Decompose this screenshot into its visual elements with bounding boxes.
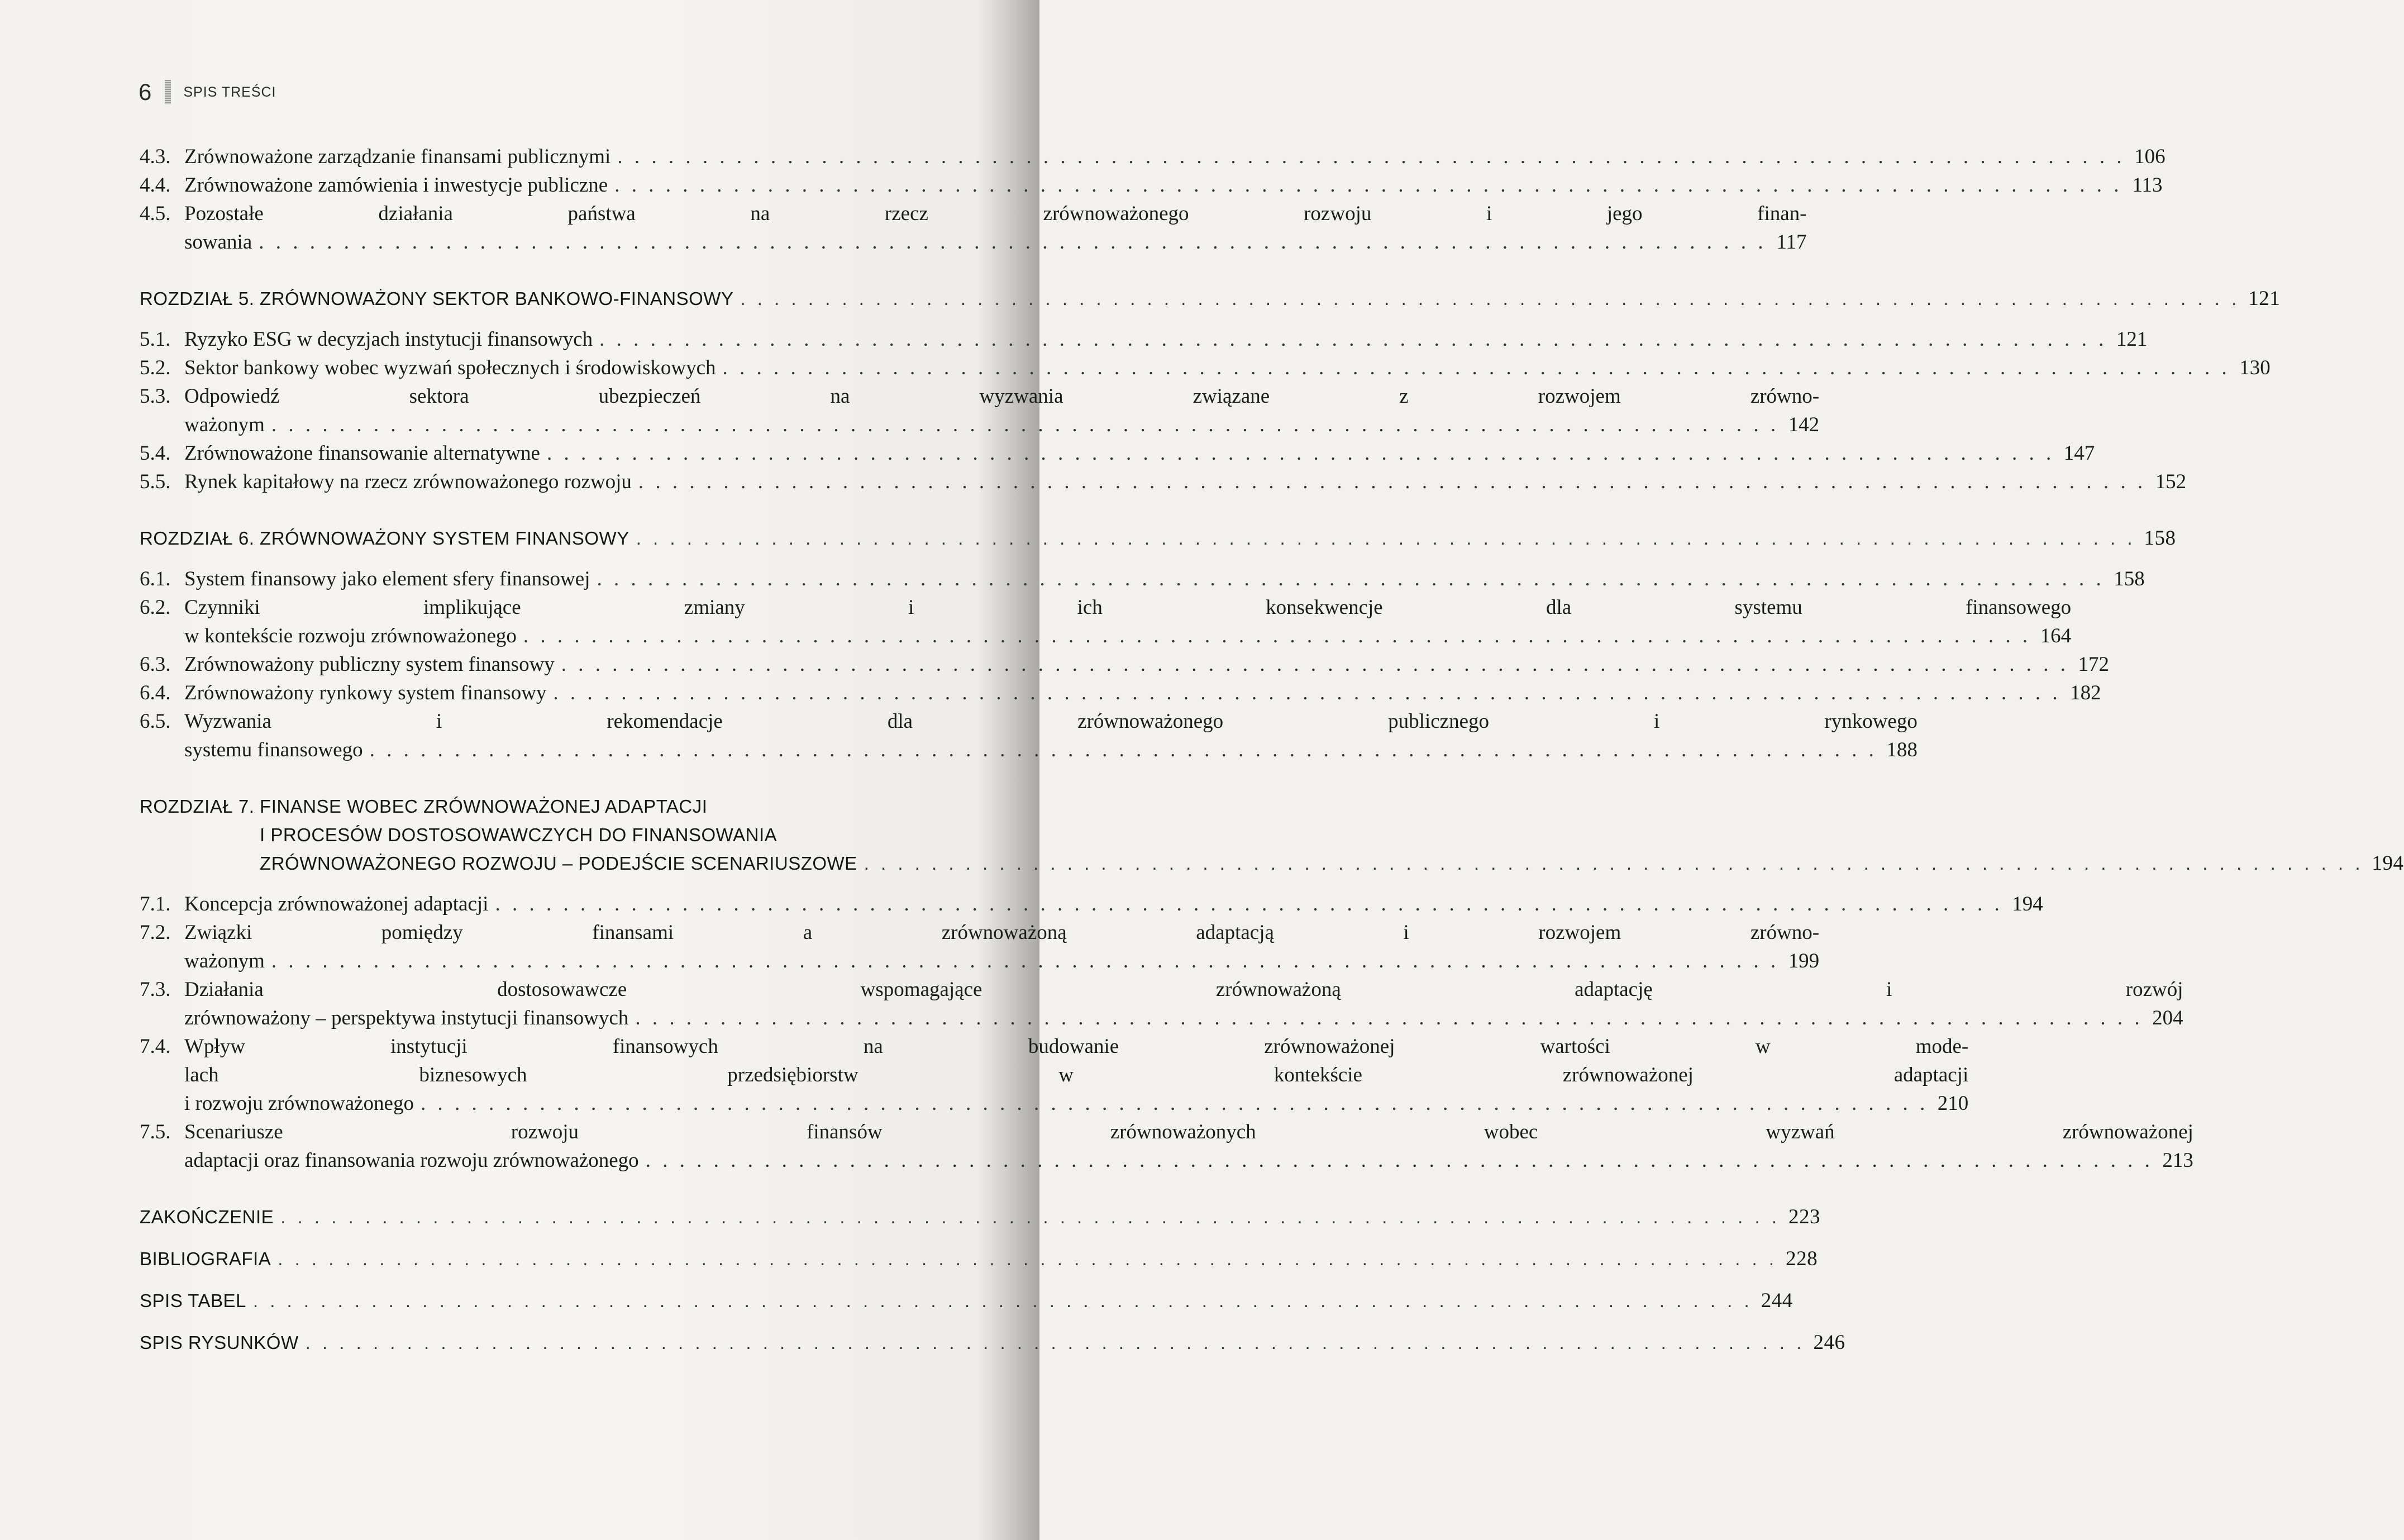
- entry-page-number: 182: [2070, 681, 2101, 704]
- dot-leader: [617, 142, 2125, 171]
- chapter-page-number: 194: [2372, 852, 2404, 875]
- toc-entry: [140, 918, 1820, 975]
- toc-entry: [140, 142, 2165, 171]
- toc-entry: [140, 382, 1820, 439]
- entry-number: 7.5.: [140, 1121, 171, 1143]
- entry-number: 4.3.: [140, 145, 171, 168]
- entry-number: 7.4.: [140, 1035, 171, 1058]
- entry-page-number: 188: [1886, 738, 1918, 761]
- toc-entry: [140, 439, 2095, 468]
- entry-page-number: 121: [2116, 328, 2148, 351]
- entry-title: System finansowy jako element sfery finansowej: [184, 568, 590, 590]
- entry-last-line: [184, 354, 2271, 382]
- entry-title: Koncepcja zrównoważonej adaptacji: [184, 893, 489, 916]
- chapter-page-number: 121: [2248, 287, 2281, 310]
- chapter-label: ROZDZIAŁ 5. ZRÓWNOWAŻONY SEKTOR BANKOWO-FINANSOWY: [140, 288, 734, 309]
- entry-page-number: 147: [2063, 442, 2095, 465]
- entry-body: [184, 171, 2162, 199]
- entry-number: 4.5.: [140, 202, 171, 225]
- backmatter-entry: [140, 1245, 1818, 1273]
- entry-title: Zrównoważone finansowanie alternatywne: [184, 442, 540, 465]
- entry-body: [184, 199, 1807, 256]
- dot-leader: [638, 468, 2146, 496]
- entry-page-number: 213: [2162, 1149, 2193, 1172]
- entry-page-number: 210: [1937, 1092, 1969, 1115]
- entry-number: 6.3.: [140, 653, 171, 676]
- chapter-label: ROZDZIAŁ 7.: [140, 796, 260, 817]
- dot-leader: [370, 736, 1877, 764]
- dot-leader: [271, 411, 1779, 439]
- entry-title: systemu finansowego: [184, 738, 363, 761]
- entry-title: w kontekście rozwoju zrównoważonego: [184, 624, 517, 647]
- chapter-title: [260, 792, 2403, 878]
- entry-number: 5.2.: [140, 356, 171, 379]
- dot-leader: [259, 228, 1766, 256]
- backmatter-page-number: 244: [1761, 1289, 1793, 1312]
- entry-number: 7.2.: [140, 921, 171, 944]
- dot-leader: [421, 1089, 1928, 1118]
- entry-page-number: 158: [2114, 568, 2145, 590]
- dot-leader: [614, 171, 2122, 199]
- entry-last-line: [184, 947, 1819, 975]
- backmatter-page-number: 246: [1813, 1331, 1845, 1354]
- dot-leader: [597, 565, 2104, 593]
- entry-number: 6.5.: [140, 710, 171, 733]
- toc-entry: [140, 325, 2148, 354]
- entry-body: [184, 468, 2186, 496]
- entry-body: [184, 679, 2101, 707]
- entry-last-line: [184, 890, 2043, 918]
- toc-entry: [140, 1118, 2193, 1175]
- dot-leader: [306, 1328, 1805, 1357]
- entry-title: Zrównoważony publiczny system finansowy: [184, 653, 555, 676]
- toc-entry: [140, 707, 1918, 764]
- entry-body: [184, 382, 1819, 439]
- entry-body: [184, 354, 2271, 382]
- entry-body: [184, 890, 2043, 918]
- entry-text-line: Wpływ instytucji finansowych na budowanie zrównoważonej wartości w mode-: [184, 1035, 1969, 1058]
- entry-number: 6.4.: [140, 681, 171, 704]
- entry-last-line: [184, 142, 2165, 171]
- dot-leader: [547, 439, 2054, 468]
- entry-last-line: [184, 171, 2162, 199]
- entry-text-line: lach biznesowych przedsiębiorstw w kontekście zrównoważonej adaptacji: [184, 1064, 1969, 1086]
- entry-page-number: 152: [2155, 470, 2187, 493]
- entry-text-line: Odpowiedź sektora ubezpieczeń na wyzwania związane z rozwojem zrówno-: [184, 385, 1820, 408]
- header-bar-ornament: [165, 80, 171, 104]
- entry-number: 4.4.: [140, 174, 171, 197]
- backmatter-entry: [140, 1286, 1793, 1315]
- backmatter-entry: [140, 1328, 1845, 1357]
- entry-last-line: [184, 468, 2186, 496]
- toc-entry: [140, 199, 1807, 256]
- entry-body: [184, 918, 1819, 975]
- dot-leader: [635, 1004, 2143, 1032]
- entry-body: [184, 1118, 2193, 1175]
- dot-leader: [646, 1146, 2153, 1175]
- toc-entry: [140, 890, 2043, 918]
- entry-body: [184, 593, 2071, 650]
- entry-body: [184, 142, 2165, 171]
- backmatter-page-number: 228: [1786, 1247, 1818, 1270]
- entry-last-line: [184, 228, 1807, 256]
- dot-leader: [636, 524, 2136, 552]
- entry-title: Rynek kapitałowy na rzecz zrównoważonego rozwoju: [184, 470, 632, 493]
- entry-last-line: [184, 1089, 1968, 1118]
- entry-page-number: 172: [2078, 653, 2110, 676]
- toc-entry: [140, 171, 2163, 199]
- chapter-heading: [140, 524, 2176, 552]
- entry-number: 7.1.: [140, 893, 171, 916]
- entry-body: [184, 650, 2109, 679]
- entry-page-number: 194: [2012, 893, 2043, 916]
- entry-title: Sektor bankowy wobec wyzwań społecznych i środowiskowych: [184, 356, 716, 379]
- chapter-title-last-line: [260, 849, 2403, 878]
- chapter-heading: [140, 792, 2404, 878]
- entry-page-number: 130: [2239, 356, 2271, 379]
- backmatter-title: BIBLIOGRAFIA: [140, 1248, 271, 1269]
- entry-last-line: [184, 325, 2147, 354]
- entry-number: 5.5.: [140, 470, 171, 493]
- dot-leader: [561, 650, 2069, 679]
- dot-leader: [723, 354, 2230, 382]
- backmatter-title: ZAKOŃCZENIE: [140, 1207, 274, 1227]
- entry-last-line: [184, 1004, 2183, 1032]
- entry-number: 6.2.: [140, 596, 171, 619]
- entry-text-line: Działania dostosowawcze wspomagające zrównoważoną adaptację i rozwój: [184, 978, 2183, 1001]
- entry-page-number: 204: [2152, 1007, 2183, 1029]
- toc-entry: [140, 468, 2187, 496]
- dot-leader: [553, 679, 2060, 707]
- chapter-title-line: I PROCESÓW DOSTOSOWAWCZYCH DO FINANSOWANIA: [260, 824, 778, 845]
- dot-leader: [864, 849, 2364, 878]
- page-number: 6: [139, 79, 152, 105]
- entry-body: [184, 975, 2183, 1032]
- entry-page-number: 106: [2134, 145, 2165, 168]
- toc-entry: [140, 1032, 1969, 1118]
- entry-text-line: Pozostałe działania państwa na rzecz zrównoważonego rozwoju i jego finan-: [184, 202, 1807, 225]
- entry-page-number: 142: [1788, 413, 1820, 436]
- entry-number: 5.4.: [140, 442, 171, 465]
- table-of-contents: [140, 142, 2404, 1357]
- entry-last-line: [184, 565, 2145, 593]
- entry-title: adaptacji oraz finansowania rozwoju zrównoważonego: [184, 1149, 639, 1172]
- entry-page-number: 164: [2040, 624, 2072, 647]
- entry-number: 7.3.: [140, 978, 171, 1001]
- entry-last-line: [184, 439, 2095, 468]
- backmatter-entry: [140, 1203, 1821, 1231]
- dot-leader: [253, 1286, 1753, 1315]
- toc-entry: [140, 650, 2110, 679]
- toc-entry: [140, 975, 2183, 1032]
- chapter-title-line: ZRÓWNOWAŻONEGO ROZWOJU – PODEJŚCIE SCENARIUSZOWE: [260, 853, 857, 874]
- entry-title: ważonym: [184, 950, 265, 972]
- chapter-label: ROZDZIAŁ 6. ZRÓWNOWAŻONY SYSTEM FINANSOWY: [140, 528, 629, 549]
- dot-leader: [523, 622, 2031, 650]
- entry-last-line: [184, 1146, 2193, 1175]
- chapter-heading: [140, 284, 2281, 313]
- section-title: SPIS TREŚCI: [183, 84, 276, 100]
- dot-leader: [740, 284, 2240, 313]
- chapter-page-number: 158: [2144, 527, 2176, 550]
- entry-last-line: [184, 650, 2109, 679]
- entry-title: Ryzyko ESG w decyzjach instytucji finansowych: [184, 328, 593, 351]
- chapter-title-line: FINANSE WOBEC ZRÓWNOWAŻONEJ ADAPTACJI: [260, 796, 708, 817]
- entry-last-line: [184, 679, 2101, 707]
- dot-leader: [599, 325, 2107, 354]
- entry-text-line: Czynniki implikujące zmiany i ich konsekwencje dla systemu finansowego: [184, 596, 2072, 619]
- entry-title: zrównoważony – perspektywa instytucji finansowych: [184, 1007, 629, 1029]
- backmatter-title: SPIS RYSUNKÓW: [140, 1332, 299, 1353]
- entry-last-line: [184, 736, 1918, 764]
- dot-leader: [495, 890, 2002, 918]
- entry-title: i rozwoju zrównoważonego: [184, 1092, 414, 1115]
- entry-title: Zrównoważony rynkowy system finansowy: [184, 681, 547, 704]
- entry-title: Zrównoważone zarządzanie finansami publicznymi: [184, 145, 611, 168]
- backmatter-page-number: 223: [1788, 1205, 1821, 1228]
- entry-text-line: Scenariusze rozwoju finansów zrównoważonych wobec wyzwań zrównoważonej: [184, 1121, 2193, 1143]
- entry-page-number: 113: [2132, 174, 2163, 197]
- entry-last-line: [184, 622, 2071, 650]
- toc-entry: [140, 679, 2101, 707]
- entry-number: 5.1.: [140, 328, 171, 351]
- running-header: [139, 78, 276, 106]
- entry-body: [184, 1032, 1968, 1118]
- dot-leader: [271, 947, 1779, 975]
- entry-text-line: Wyzwania i rekomendacje dla zrównoważonego publicznego i rynkowego: [184, 710, 1918, 733]
- entry-page-number: 117: [1776, 231, 1807, 254]
- toc-entry: [140, 354, 2271, 382]
- entry-number: 6.1.: [140, 568, 171, 590]
- entry-body: [184, 325, 2147, 354]
- entry-body: [184, 439, 2095, 468]
- entry-page-number: 199: [1788, 950, 1820, 972]
- entry-number: 5.3.: [140, 385, 171, 408]
- entry-title: ważonym: [184, 413, 265, 436]
- toc-entry: [140, 565, 2145, 593]
- backmatter-title: SPIS TABEL: [140, 1290, 246, 1311]
- dot-leader: [278, 1245, 1777, 1273]
- toc-entry: [140, 593, 2072, 650]
- entry-body: [184, 565, 2145, 593]
- dot-leader: [280, 1203, 1780, 1231]
- entry-body: [184, 707, 1918, 764]
- entry-title: Zrównoważone zamówienia i inwestycje publiczne: [184, 174, 608, 197]
- entry-last-line: [184, 411, 1819, 439]
- entry-title: sowania: [184, 231, 252, 254]
- entry-text-line: Związki pomiędzy finansami a zrównoważoną adaptacją i rozwojem zrówno-: [184, 921, 1820, 944]
